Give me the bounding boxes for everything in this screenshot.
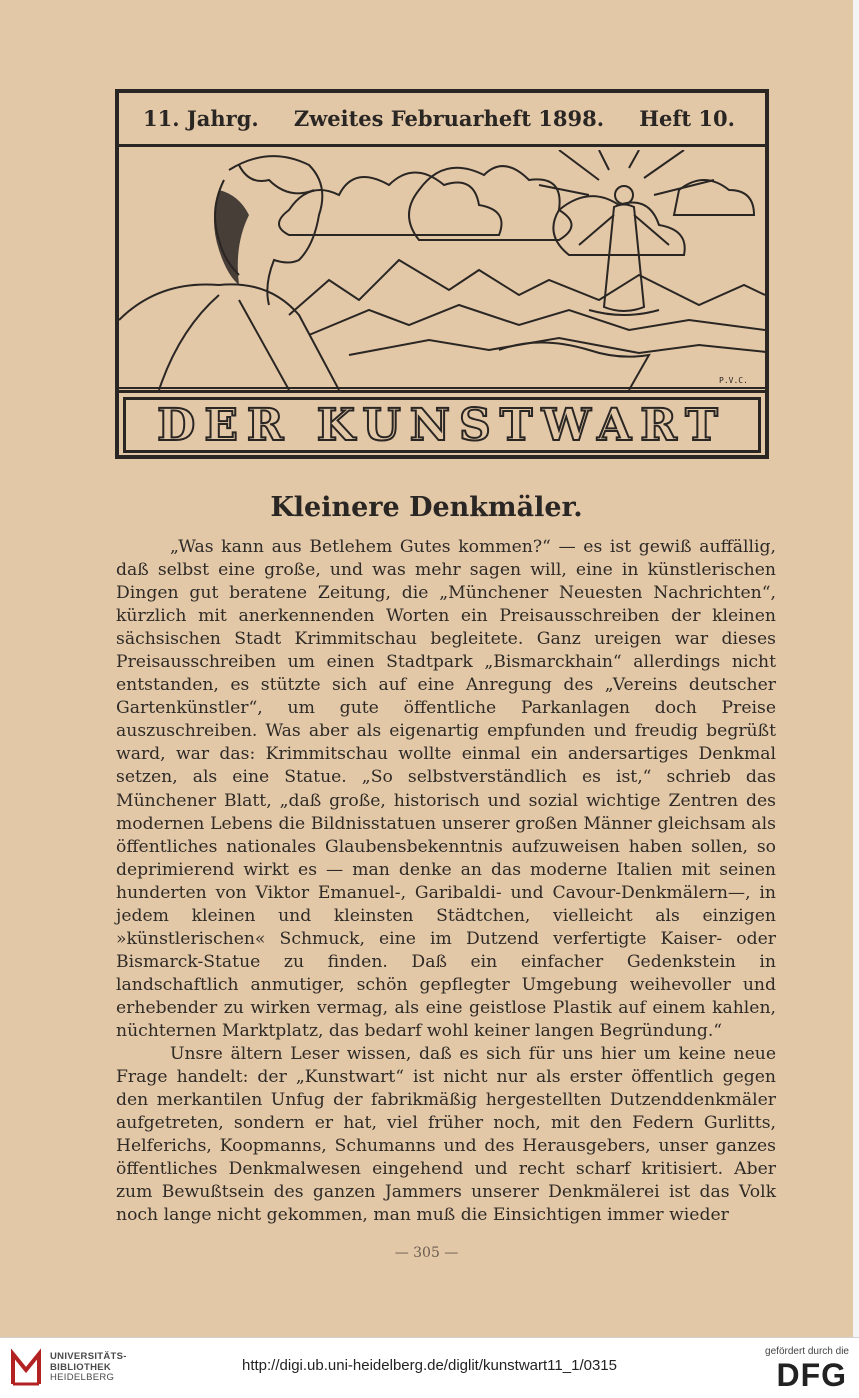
volume-label: 11. Jahrg. (143, 106, 259, 131)
permalink-url[interactable]: http://digi.ub.uni-heidelberg.de/diglit/kunstwart11_1/0315 (242, 1357, 617, 1374)
article-body (116, 536, 776, 1227)
artist-mark: P.V.C. (719, 376, 748, 385)
dfg-logo: DFG (776, 1357, 847, 1393)
page-number: — 305 — (394, 1245, 459, 1261)
library-line-2: BIBLIOTHEK (50, 1361, 112, 1373)
library-line-1: UNIVERSITÄTS- (50, 1351, 127, 1362)
masthead-title-box (123, 397, 761, 453)
library-line-3: HEIDELBERG (50, 1372, 115, 1383)
illustration-drawing (119, 150, 765, 390)
issue-number: Heft 10. (639, 106, 735, 131)
masthead-illustration (119, 150, 765, 393)
masthead-info-bar (119, 93, 765, 147)
masthead (115, 89, 769, 459)
paragraph-2: Unsre ältern Leser wissen, daß es sich für uns hier um keine neue Frage handelt: der „Kunstwart“ ist nicht nur als erster öffentlich gegen den merkantilen Unfug der fabrikmäßig hergestellten Dutzenddenkmäler aufgetreten, sondern er hat, viel früher noch, mit den Federn Gurlitts, Helferichs, Koopmanns, Schumanns und des Herausgebers, unser ganzes öffentliches Denkmalwesen eingehend und recht scharf kritisiert. Aber zum Bewußtsein des ganzen Jammers unserer Denkmälerei ist das Volk noch lange nicht gekommen, man muß die Einsichtigen immer wieder (116, 1044, 776, 1226)
issue-date: Zweites Februarheft 1898. (293, 106, 605, 131)
viewer-footer (0, 1337, 859, 1398)
page-edge (853, 0, 859, 1337)
journal-title: DER KUNSTWART (157, 399, 727, 451)
paragraph-1: „Was kann aus Betlehem Gutes kommen?“ — es ist gewiß auffällig, daß selbst eine große, und was mehr sagen will, eine in künstlerischen Dingen gut beratene Zeitung, die „Münchener Neuesten Nachrichten“, kürzlich mit anerkennenden Worten ein Preisausschreiben der kleinen sächsischen Stadt Krimmitschau begleitete. Ganz ureigen war dieses Preisausschreiben um einen Stadtpark „Bismarckhain“ allerdings nicht entstanden, es stützte sich auf eine Anregung des „Vereins deutscher Gartenkünstler“, um gute öffentliche Parkanlagen doch Preise auszuschreiben. Was aber als eigenartig empfunden und freudig begrüßt ward, war das: Krimmitschau wollte einmal ein andersartiges Denkmal setzen, als eine Statue. „So selbstverständlich es ist,“ schrieb das Münchener Blatt, „daß große, historisch und sozial wichtige Zentren des modernen Lebens die Bildnisstatuen unserer großen Männer gleichsam als öffentliches nationales Glaubensbekenntnis aufzuweisen haben sollen, so deprimierend wirkt es — man denke an das moderne Italien mit seinen hunderten von Viktor Emanuel-, Garibaldi- und Cavour-Denkmälern—, in jedem kleinen und kleinsten Städtchen, vielleicht als einzigen »künstlerischen« Schmuck, eine im Dutzend verfertigte Kaiser- oder Bismarck-Statue zu finden. Daß ein einfacher Gedenkstein in landschaftlich anmutiger, schön gepflegter Umgebung weihevoller und erhebender zu wirken vermag, als eine geistlose Plastik auf einem kahlen, nüchternen Marktplatz, das bedarf wohl keiner langen Begründung.“ (116, 537, 776, 1041)
article-heading: Kleinere Denkmäler. (270, 492, 583, 523)
funding-note: gefördert durch die (765, 1346, 849, 1357)
